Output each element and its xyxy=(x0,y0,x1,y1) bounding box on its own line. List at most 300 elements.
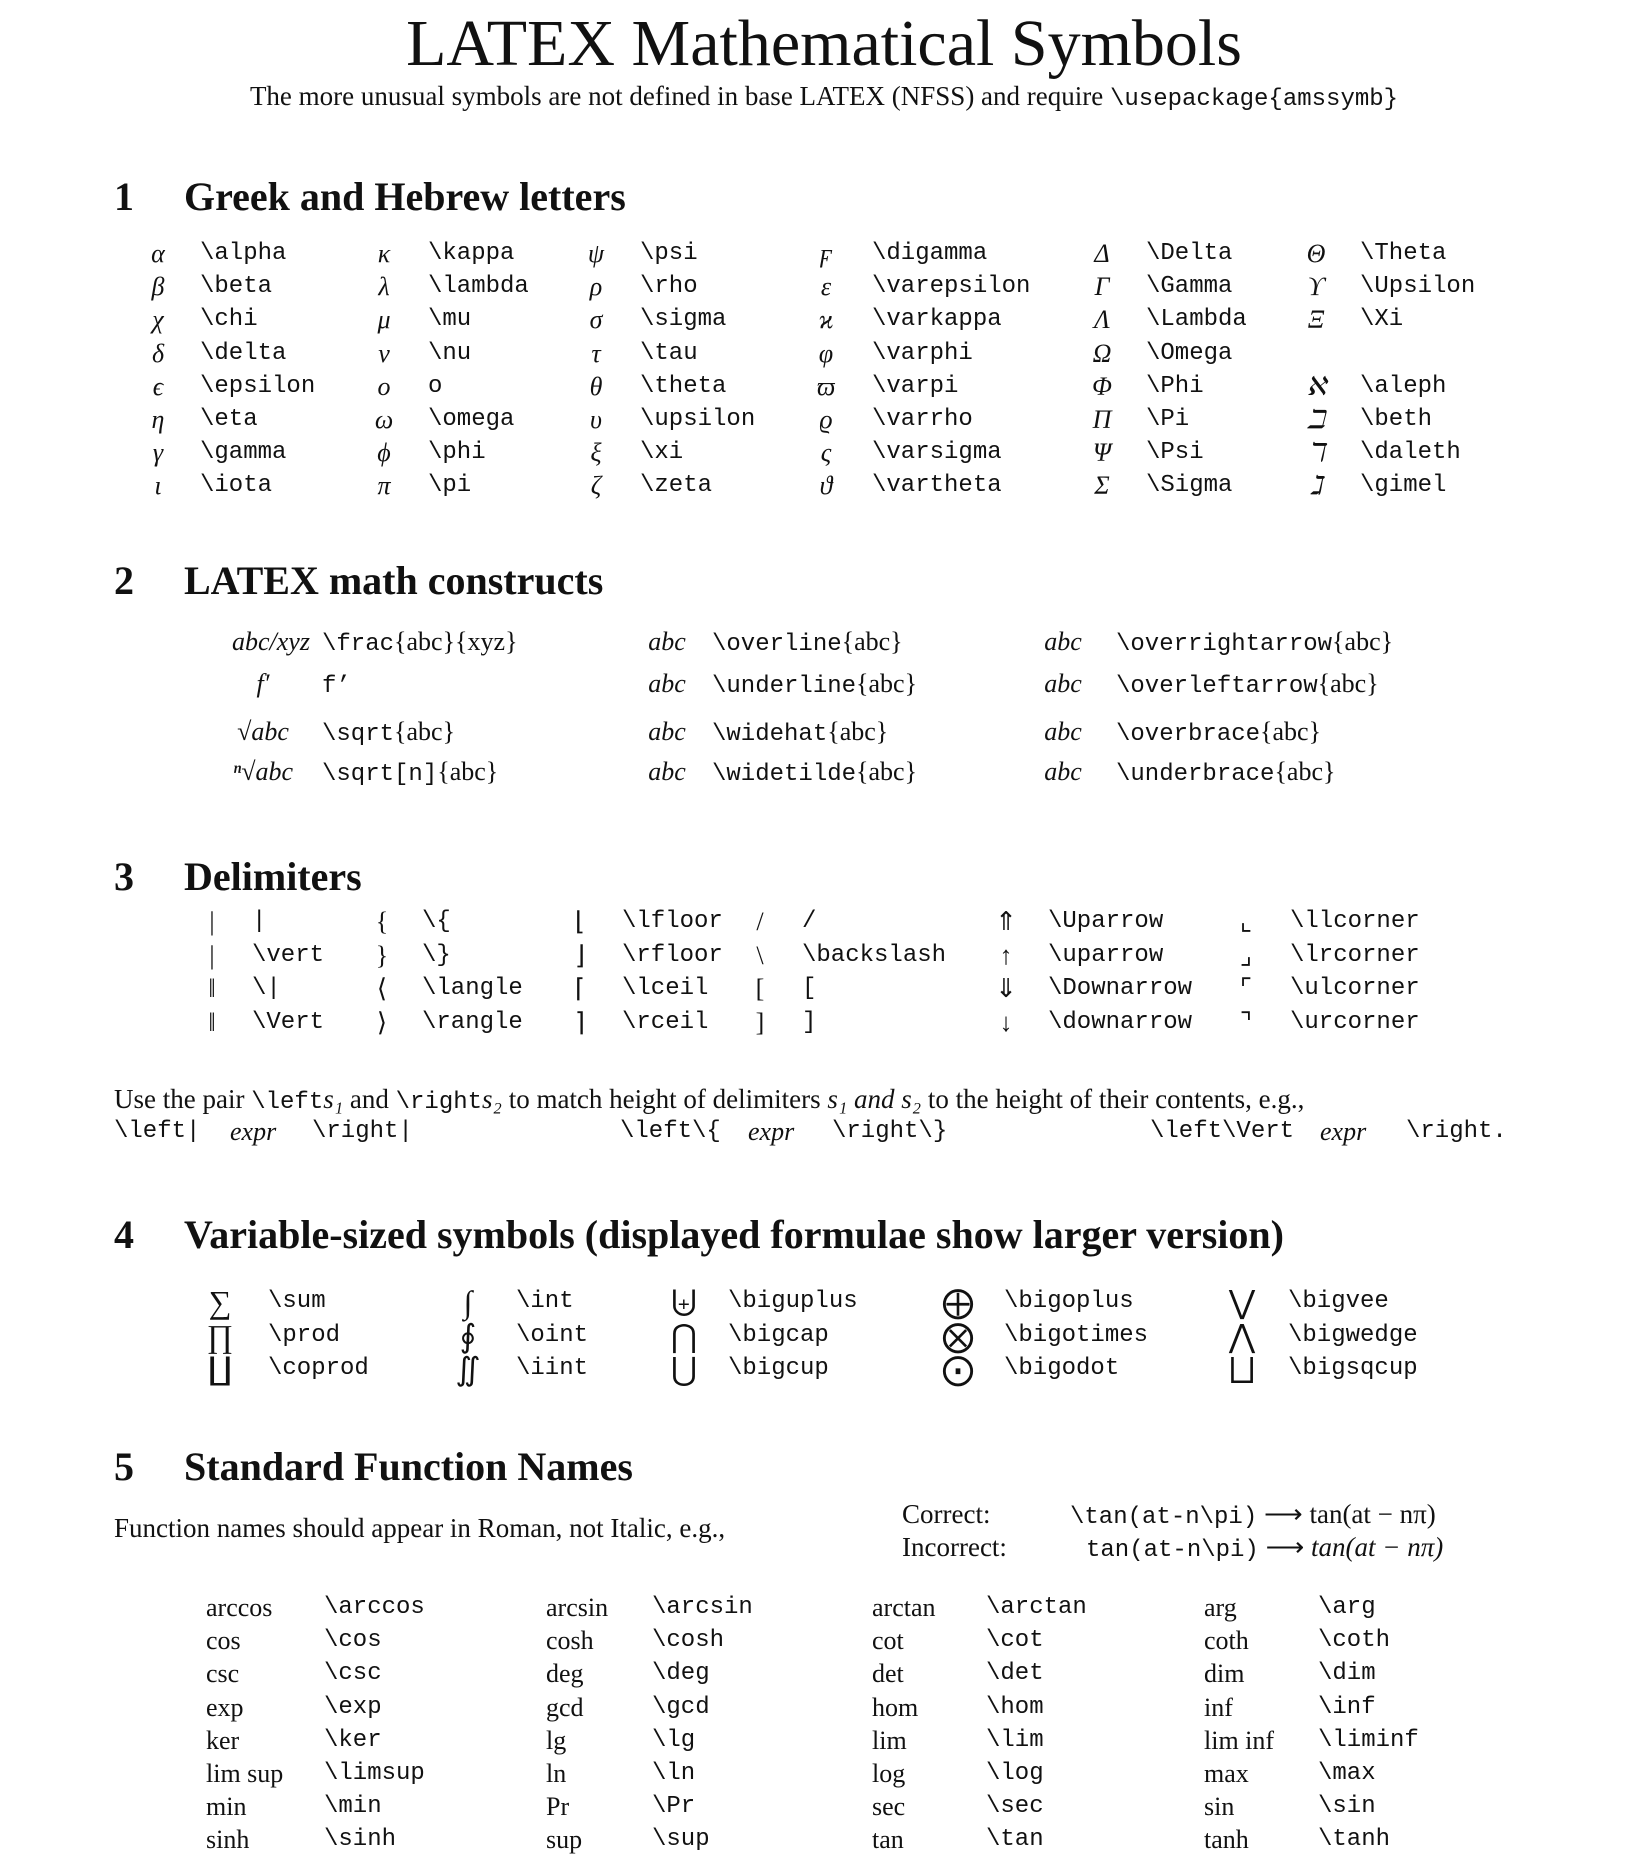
latex-command xyxy=(712,716,888,751)
note-symbol: s₂ xyxy=(482,1084,502,1114)
delimiter-glyph: ⟩ xyxy=(376,1007,388,1037)
symbol-glyph: λ xyxy=(378,272,390,302)
section-title: LATEX math constructs xyxy=(184,558,604,603)
latex-command: \sec xyxy=(986,1793,1044,1821)
latex-command: \Upsilon xyxy=(1360,273,1476,301)
latex-command: \mu xyxy=(428,306,472,334)
latex-command: \tan xyxy=(986,1826,1044,1854)
symbol-glyph: η xyxy=(151,405,165,434)
construct-preview: abc xyxy=(648,757,686,786)
subtitle-command: \usepackage{amssymb} xyxy=(1110,86,1399,113)
function-name: min xyxy=(206,1792,247,1822)
command-name: \overbrace xyxy=(1116,721,1261,748)
symbol-glyph: ι xyxy=(154,471,162,501)
note-symbol: s₁ and s₂ xyxy=(827,1084,922,1114)
latex-command: \rho xyxy=(640,273,698,301)
command-name: \widetilde xyxy=(712,761,857,788)
latex-command: \arg xyxy=(1318,1594,1376,1621)
symbol-glyph: Θ xyxy=(1306,239,1326,268)
function-name: exp xyxy=(206,1692,244,1722)
latex-command xyxy=(712,756,917,791)
latex-command: \bigcup xyxy=(728,1355,829,1382)
function-name: sup xyxy=(546,1825,583,1855)
function-name: tanh xyxy=(1204,1825,1249,1855)
symbol-glyph: ℷ xyxy=(1309,471,1323,501)
symbol-glyph: γ xyxy=(152,438,164,468)
latex-command: \varrho xyxy=(872,406,973,433)
operator-glyph: ⨁ xyxy=(942,1284,974,1320)
operator-glyph: ⨂ xyxy=(942,1317,974,1354)
latex-command: \varepsilon xyxy=(872,273,1031,301)
delimiter-glyph: ↑ xyxy=(999,940,1013,970)
note-text: Use the pair xyxy=(114,1084,245,1114)
symbol-glyph: θ xyxy=(589,371,603,401)
latex-command: \sinh xyxy=(324,1826,397,1854)
latex-command xyxy=(1116,716,1321,751)
symbol-glyph: α xyxy=(151,239,165,268)
latex-command: \lfloor xyxy=(622,908,723,935)
latex-command: \sin xyxy=(1318,1793,1376,1821)
section-number: 4 xyxy=(114,1212,134,1257)
latex-command: \beth xyxy=(1360,406,1433,433)
command-argument: {abc} xyxy=(394,717,456,746)
operator-glyph: ∐ xyxy=(207,1351,233,1387)
function-intro: Function names should appear in Roman, not Italic, e.g., xyxy=(114,1513,726,1543)
latex-command: \coprod xyxy=(268,1355,369,1382)
latex-command xyxy=(712,626,903,661)
latex-command: \sigma xyxy=(640,306,727,334)
example-expression: expr xyxy=(748,1117,795,1146)
latex-command: \Downarrow xyxy=(1048,975,1193,1002)
delimiter-glyph: { xyxy=(375,907,389,936)
latex-command: \arcsin xyxy=(652,1594,753,1621)
construct-preview: abc xyxy=(1044,717,1082,746)
symbol-glyph: τ xyxy=(591,338,601,368)
latex-command: \digamma xyxy=(872,240,988,267)
construct-preview: abc xyxy=(1044,757,1082,786)
delimiter-glyph: ⌈ xyxy=(574,974,586,1003)
symbol-glyph: β xyxy=(151,272,165,302)
operator-glyph: ⨄ xyxy=(671,1284,697,1320)
latex-command: \right\} xyxy=(832,1118,948,1145)
symbol-glyph: ζ xyxy=(590,471,602,501)
function-name: dim xyxy=(1204,1659,1245,1689)
command-name: \underbrace xyxy=(1116,761,1275,788)
symbol-glyph: Λ xyxy=(1094,305,1110,335)
latex-command: \bigoplus xyxy=(1004,1288,1134,1315)
symbol-glyph: ϰ xyxy=(818,305,834,335)
delimiter-glyph: ↓ xyxy=(999,1007,1013,1037)
note-text: to the height of their contents, e.g., xyxy=(927,1084,1305,1114)
latex-command: \Pr xyxy=(652,1793,696,1821)
latex-command: \left\Vert xyxy=(1150,1118,1295,1145)
latex-command: \phi xyxy=(428,439,486,467)
symbol-glyph: ϵ xyxy=(152,371,164,401)
section-number: 5 xyxy=(114,1444,134,1489)
section-number: 1 xyxy=(114,174,134,219)
symbol-glyph: π xyxy=(377,471,391,501)
command-argument: {abc}{xyz} xyxy=(394,627,518,656)
latex-command: | xyxy=(252,908,267,935)
correct-command: \tan(at-n\pi) xyxy=(1070,1504,1258,1531)
latex-command: \gamma xyxy=(200,439,287,467)
operator-glyph: ∫ xyxy=(463,1284,473,1320)
delimiter-glyph: ] xyxy=(755,1007,765,1037)
latex-command: \uparrow xyxy=(1048,941,1164,969)
delimiter-glyph: ⌞ xyxy=(1239,907,1253,936)
latex-command: \chi xyxy=(200,306,258,334)
example-expression: expr xyxy=(1320,1117,1367,1146)
latex-command xyxy=(1116,626,1393,661)
latex-command: \Gamma xyxy=(1146,273,1233,301)
operator-glyph: ⨀ xyxy=(942,1351,974,1387)
latex-command: \alpha xyxy=(200,240,287,267)
latex-command: \Vert xyxy=(252,1008,325,1036)
delimiter-glyph: ⌜ xyxy=(1239,974,1253,1003)
latex-command: \ker xyxy=(324,1726,382,1754)
symbol-glyph: υ xyxy=(590,405,602,434)
note-command: \right xyxy=(395,1089,483,1116)
latex-command: \| xyxy=(252,975,281,1002)
latex-command: \Uparrow xyxy=(1048,908,1164,935)
latex-command: \zeta xyxy=(640,472,713,500)
delimiter-glyph: \ xyxy=(756,940,764,970)
construct-preview: abc xyxy=(1044,669,1082,698)
example-expression: expr xyxy=(230,1117,277,1146)
function-name: cot xyxy=(872,1626,904,1656)
latex-command: \deg xyxy=(652,1660,710,1688)
delimiter-glyph: / xyxy=(756,907,764,936)
latex-command: \nu xyxy=(428,339,472,367)
latex-command: \max xyxy=(1318,1760,1376,1787)
function-name: det xyxy=(872,1659,904,1689)
section-title: Standard Function Names xyxy=(184,1444,633,1489)
latex-command: \varkappa xyxy=(872,306,1002,334)
latex-command: [ xyxy=(802,975,817,1002)
latex-command: \right| xyxy=(312,1118,413,1145)
operator-glyph: ∬ xyxy=(455,1351,481,1387)
latex-command: \coth xyxy=(1318,1627,1391,1655)
delimiter-glyph: ⌟ xyxy=(1239,940,1253,970)
latex-command: \Theta xyxy=(1360,240,1447,267)
function-name: ln xyxy=(546,1759,567,1788)
incorrect-label: Incorrect: xyxy=(902,1532,1007,1562)
section-number: 2 xyxy=(114,558,134,603)
latex-command: \theta xyxy=(640,372,727,400)
latex-command: \hom xyxy=(986,1693,1044,1721)
latex-command: \exp xyxy=(324,1693,382,1721)
latex-command: \tanh xyxy=(1318,1826,1391,1854)
construct-preview: √abc xyxy=(237,717,289,746)
symbol-glyph: ℵ xyxy=(1306,371,1326,401)
delimiter-glyph: ⌋ xyxy=(574,940,586,970)
latex-command: \vert xyxy=(252,941,325,969)
function-name: Pr xyxy=(546,1792,570,1822)
latex-command: \downarrow xyxy=(1048,1008,1193,1036)
symbol-glyph: ϕ xyxy=(377,438,391,468)
symbol-glyph: σ xyxy=(589,305,603,335)
symbol-glyph: Π xyxy=(1092,405,1112,434)
operator-glyph: ∏ xyxy=(206,1317,234,1354)
latex-command: \lg xyxy=(652,1726,696,1754)
latex-command: \dim xyxy=(1318,1660,1376,1688)
symbol-glyph: Ψ xyxy=(1092,438,1112,468)
symbol-glyph: ς xyxy=(820,438,832,468)
latex-command: \omega xyxy=(428,406,515,433)
latex-command: \sup xyxy=(652,1826,710,1854)
page-subtitle xyxy=(0,78,1648,118)
latex-command: \eta xyxy=(200,406,258,433)
latex-command: \inf xyxy=(1318,1693,1376,1721)
function-name: sin xyxy=(1204,1792,1235,1822)
delimiter-note xyxy=(114,1082,1304,1120)
latex-command xyxy=(712,668,917,703)
latex-command: \lceil xyxy=(622,975,709,1002)
note-text: and xyxy=(349,1084,389,1114)
latex-command: \int xyxy=(516,1288,574,1315)
latex-command: \varpi xyxy=(872,372,959,400)
delimiter-glyph: | xyxy=(209,907,215,936)
latex-command: \bigotimes xyxy=(1004,1321,1149,1349)
delimiter-glyph: ⇑ xyxy=(995,907,1017,936)
latex-command: \cos xyxy=(324,1627,382,1655)
latex-command: \xi xyxy=(640,439,684,467)
latex-command: \Xi xyxy=(1360,306,1404,334)
construct-preview: abc xyxy=(648,717,686,746)
latex-command: \arccos xyxy=(324,1594,425,1621)
latex-command: \varphi xyxy=(872,339,973,367)
symbol-glyph: ν xyxy=(378,338,390,368)
latex-command: \cosh xyxy=(652,1627,725,1655)
operator-glyph: ⋁ xyxy=(1228,1284,1256,1320)
symbol-glyph: Φ xyxy=(1092,371,1112,401)
function-name: tan xyxy=(872,1825,904,1855)
delimiter-glyph: ⌉ xyxy=(574,1007,586,1037)
symbol-glyph: Σ xyxy=(1094,471,1110,501)
delimiter-glyph: | xyxy=(209,940,215,970)
operator-glyph: ⋂ xyxy=(670,1317,698,1354)
command-name: f’ xyxy=(322,673,351,700)
command-argument: {abc} xyxy=(856,757,918,786)
latex-command: \gimel xyxy=(1360,472,1447,500)
latex-command: \vartheta xyxy=(872,472,1002,500)
arrow-icon: ⟶ xyxy=(1263,1499,1303,1529)
incorrect-example xyxy=(1086,1530,1443,1568)
latex-command: ] xyxy=(802,1008,817,1036)
function-name: coth xyxy=(1204,1626,1249,1656)
section-title: Variable-sized symbols (displayed formulae show larger version) xyxy=(184,1212,1284,1257)
latex-command: \prod xyxy=(268,1321,341,1349)
command-name: \underline xyxy=(712,673,857,700)
function-name: cosh xyxy=(546,1626,594,1656)
latex-command: \ln xyxy=(652,1760,696,1787)
delimiter-glyph: ⟨ xyxy=(376,974,388,1003)
arrow-icon: ⟶ xyxy=(1265,1532,1305,1562)
latex-command: \bigsqcup xyxy=(1288,1355,1418,1382)
correct-label: Correct: xyxy=(902,1499,991,1529)
command-name: \overrightarrow xyxy=(1116,631,1333,658)
command-argument: {abc} xyxy=(827,717,889,746)
latex-command: \arctan xyxy=(986,1594,1087,1621)
construct-preview: f′ xyxy=(256,669,270,698)
symbol-glyph: ϒ xyxy=(1307,272,1325,302)
function-name: csc xyxy=(206,1659,240,1689)
symbol-glyph: Γ xyxy=(1094,272,1110,302)
latex-command: \left| xyxy=(114,1118,201,1145)
latex-command: \liminf xyxy=(1318,1726,1419,1754)
delimiter-glyph: ‖ xyxy=(208,1007,216,1037)
command-name: \sqrt xyxy=(322,721,395,748)
command-argument: {abc} xyxy=(841,627,903,656)
latex-command: \rceil xyxy=(622,1008,709,1036)
latex-command: \llcorner xyxy=(1290,908,1420,935)
latex-command: \varsigma xyxy=(872,439,1002,467)
latex-command xyxy=(322,626,518,661)
latex-command: \beta xyxy=(200,273,273,301)
note-command: \left xyxy=(251,1089,324,1116)
delimiter-glyph: ⌊ xyxy=(574,907,586,936)
operator-glyph: ∮ xyxy=(459,1317,477,1354)
symbol-glyph: ϝ xyxy=(819,239,833,268)
symbol-glyph: ψ xyxy=(587,239,605,268)
latex-command: \Phi xyxy=(1146,372,1204,400)
command-argument: {abc} xyxy=(1274,757,1336,786)
symbol-glyph: ϖ xyxy=(816,371,836,401)
function-name: max xyxy=(1204,1759,1249,1788)
latex-command: \lim xyxy=(986,1726,1044,1754)
operator-glyph: ∑ xyxy=(208,1284,232,1320)
latex-command: \iint xyxy=(516,1355,589,1382)
function-name: arg xyxy=(1204,1593,1237,1622)
symbol-glyph: χ xyxy=(152,305,164,335)
latex-command: \ulcorner xyxy=(1290,975,1420,1002)
function-name: arctan xyxy=(872,1593,936,1622)
operator-glyph: ⋃ xyxy=(670,1351,698,1387)
delimiter-glyph: ‖ xyxy=(208,974,216,1003)
symbol-glyph: ϑ xyxy=(819,471,833,501)
symbol-glyph: ℶ xyxy=(1307,405,1325,434)
latex-command: \Pi xyxy=(1146,406,1190,433)
latex-command: \sum xyxy=(268,1288,326,1315)
function-name: hom xyxy=(872,1692,919,1722)
delimiter-glyph: ⇓ xyxy=(995,974,1017,1003)
construct-preview: abc xyxy=(1044,627,1082,656)
command-argument: {abc} xyxy=(1317,669,1379,698)
latex-command: \left\{ xyxy=(620,1118,721,1145)
latex-command: \upsilon xyxy=(640,406,756,433)
latex-command: \bigcap xyxy=(728,1321,829,1349)
section-title: Greek and Hebrew letters xyxy=(184,174,626,219)
latex-command: \Lambda xyxy=(1146,306,1247,334)
latex-command: \csc xyxy=(324,1660,382,1688)
function-name: sec xyxy=(872,1792,906,1822)
latex-command: \iota xyxy=(200,472,273,500)
latex-command: \det xyxy=(986,1660,1044,1688)
latex-command: / xyxy=(802,908,817,935)
symbol-glyph: ϱ xyxy=(819,405,833,434)
note-text: to match height of delimiters xyxy=(508,1084,821,1114)
latex-command: \rfloor xyxy=(622,941,723,969)
page-title: LATEX Mathematical Symbols xyxy=(406,7,1242,80)
function-name: gcd xyxy=(546,1692,584,1722)
command-name: \sqrt[n] xyxy=(322,761,438,788)
latex-command: \langle xyxy=(422,975,523,1002)
latex-command: \biguplus xyxy=(728,1288,858,1315)
symbol-glyph: φ xyxy=(818,338,834,368)
delimiter-glyph: ⌝ xyxy=(1239,1007,1253,1037)
command-name: \overleftarrow xyxy=(1116,673,1318,700)
latex-command: \bigwedge xyxy=(1288,1321,1418,1349)
symbol-glyph: κ xyxy=(377,239,391,268)
latex-command: \tau xyxy=(640,339,698,367)
function-name: inf xyxy=(1204,1692,1233,1722)
symbol-glyph: ρ xyxy=(589,272,603,302)
latex-command: \lrcorner xyxy=(1290,941,1420,969)
construct-preview: abc xyxy=(648,669,686,698)
command-name: \frac xyxy=(322,631,395,658)
function-name: lg xyxy=(546,1725,567,1755)
latex-command: \log xyxy=(986,1760,1044,1787)
latex-command: \pi xyxy=(428,472,472,500)
symbol-glyph: μ xyxy=(377,305,391,335)
delimiter-glyph: } xyxy=(375,940,389,970)
latex-command xyxy=(1116,668,1379,703)
latex-command xyxy=(322,756,498,791)
symbol-glyph: Ω xyxy=(1092,338,1112,368)
command-name: \widehat xyxy=(712,721,828,748)
latex-command: \rangle xyxy=(422,1008,523,1036)
latex-command: \Delta xyxy=(1146,240,1233,267)
command-argument: {abc} xyxy=(856,669,918,698)
function-name: deg xyxy=(546,1659,584,1689)
function-name: cos xyxy=(206,1626,241,1656)
operator-glyph: ⋀ xyxy=(1228,1317,1256,1354)
latex-command xyxy=(322,668,351,703)
latex-command: o xyxy=(428,372,443,400)
latex-command: \psi xyxy=(640,240,698,267)
construct-preview: abc/xyz xyxy=(232,627,310,656)
latex-command: \gcd xyxy=(652,1693,710,1721)
section-number: 3 xyxy=(114,854,134,899)
latex-command: \aleph xyxy=(1360,372,1447,400)
subtitle-text: The more unusual symbols are not defined in base LATEX (NFSS) and require xyxy=(249,81,1104,111)
latex-command: \limsup xyxy=(324,1760,425,1787)
command-argument: {abc} xyxy=(1260,717,1322,746)
symbol-glyph: ε xyxy=(820,272,832,302)
latex-command: \{ xyxy=(422,908,451,935)
latex-command: \bigvee xyxy=(1288,1288,1389,1315)
symbol-glyph: ω xyxy=(374,405,394,434)
function-name: ker xyxy=(206,1725,240,1755)
latex-command: \kappa xyxy=(428,240,515,267)
section-title: Delimiters xyxy=(184,854,362,899)
latex-command: \oint xyxy=(516,1321,589,1349)
latex-command xyxy=(1116,756,1335,791)
function-name: lim xyxy=(872,1725,907,1755)
symbol-glyph: Ξ xyxy=(1307,305,1325,335)
function-name: arccos xyxy=(206,1593,273,1622)
command-argument: {abc} xyxy=(1332,627,1394,656)
latex-command: \lambda xyxy=(428,273,529,301)
latex-command: \Omega xyxy=(1146,339,1233,367)
latex-command: \backslash xyxy=(802,941,947,969)
symbol-glyph: Δ xyxy=(1094,239,1110,268)
construct-preview: ⁿ√abc xyxy=(233,757,293,786)
function-name: log xyxy=(872,1759,906,1788)
latex-command: \bigodot xyxy=(1004,1355,1120,1382)
function-name: lim sup xyxy=(206,1759,284,1788)
latex-command: \cot xyxy=(986,1627,1044,1655)
